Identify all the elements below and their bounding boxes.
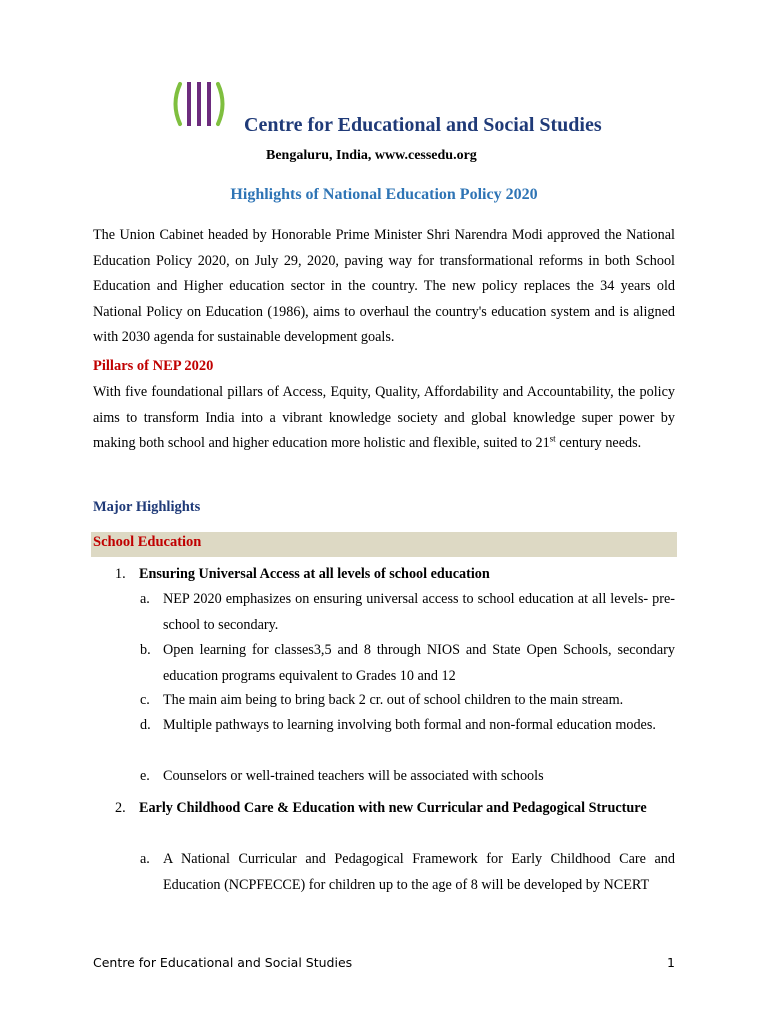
pillars-superscript: st: [549, 433, 556, 444]
sub-item-letter: a.: [140, 851, 150, 867]
org-location: Bengaluru, India, www.cessedu.org: [266, 148, 477, 163]
sub-item-letter: d.: [140, 717, 151, 733]
logo-arc-right: [218, 84, 223, 124]
sub-item-text: The main aim being to bring back 2 cr. out of school children to the main stream.: [163, 692, 624, 708]
footer-org-name: Centre for Educational and Social Studies: [93, 955, 353, 970]
section-band: [91, 532, 677, 557]
major-highlights-heading: Major Highlights: [93, 499, 201, 515]
org-title: Centre for Educational and Social Studies: [244, 114, 602, 136]
item-title: Ensuring Universal Access at all levels of school education: [139, 566, 490, 582]
logo-arc-left: [176, 84, 181, 124]
pillars-text: With five foundational pillars of Access, Equity, Quality, Affordability and Accountability, the policy aims to transform India into a vibrant knowledge society and global knowledge super power by making both school and higher education more holistic and flexible, suited to 21: [93, 384, 675, 451]
pillars-heading: Pillars of NEP 2020: [93, 358, 214, 374]
sub-item-letter: b.: [140, 642, 151, 658]
sub-item-text: NEP 2020 emphasizes on ensuring universal access to school education at all levels- pre-school to secondary.: [163, 591, 675, 633]
page-number: 1: [667, 955, 675, 970]
cess-logo: [171, 79, 227, 129]
intro-paragraph: The Union Cabinet headed by Honorable Prime Minister Shri Narendra Modi approved the National Education Policy 2020, on July 29, 2020, paving way for transformational reforms in both School Education and Higher education sector in the country. The new policy replaces the 34 years old National Policy on Education (1986), aims to overhaul the country's education system and is aligned with 2030 agenda for sustainable development goals.: [93, 227, 675, 345]
pillars-text-end: century needs.: [555, 435, 642, 451]
item-number: 2.: [115, 800, 126, 816]
sub-item-text: Open learning for classes3,5 and 8 through NIOS and State Open Schools, secondary education programs equivalent to Grades 10 and 12: [163, 642, 675, 684]
sub-item-letter: e.: [140, 768, 150, 784]
sub-item-letter: c.: [140, 692, 150, 708]
document-title: Highlights of National Education Policy 2020: [230, 186, 538, 203]
sub-item-text: Multiple pathways to learning involving both formal and non-formal education modes.: [163, 717, 656, 733]
pillars-paragraph: [93, 380, 675, 457]
item-title: Early Childhood Care & Education with new Curricular and Pedagogical Structure: [139, 800, 647, 816]
item-number: 1.: [115, 566, 126, 582]
section-heading: School Education: [93, 534, 202, 550]
sub-item-text: Counselors or well-trained teachers will be associated with schools: [163, 768, 544, 784]
sub-item-text: A National Curricular and Pedagogical Framework for Early Childhood Care and Education (NCPFECCE) for children up to the age of 8 will be developed by NCERT: [163, 851, 675, 893]
sub-item-letter: a.: [140, 591, 150, 607]
